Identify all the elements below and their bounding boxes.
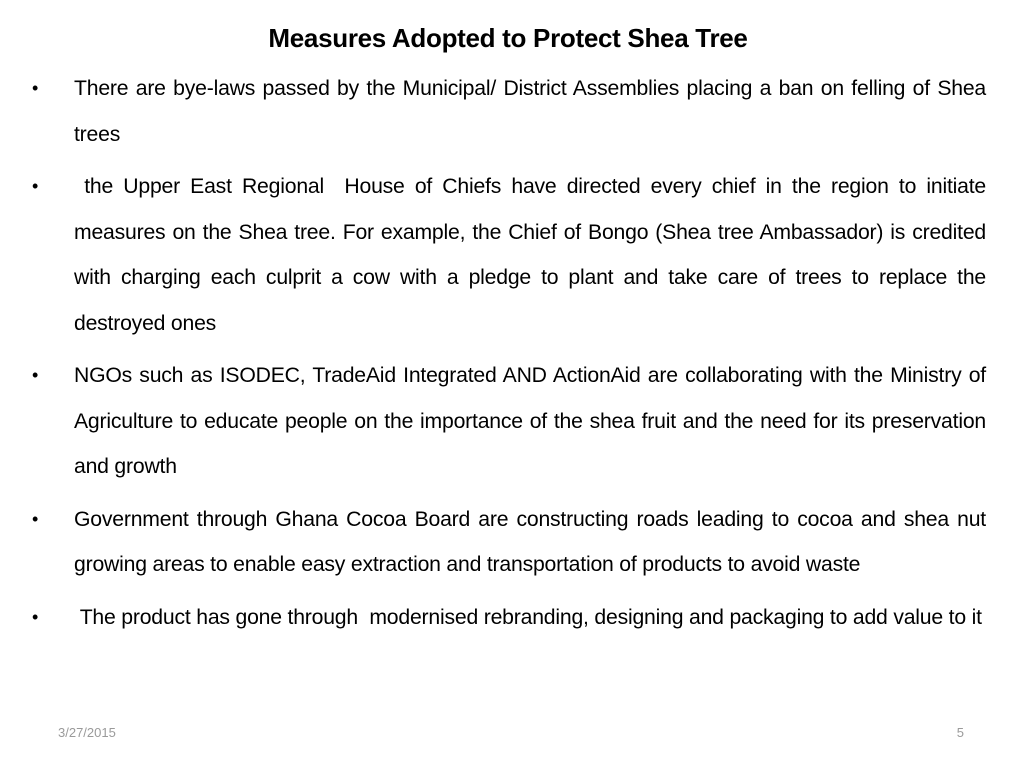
bullet-text: the Upper East Regional House of Chiefs have directed every chief in the region to initiate measures on the Shea tree. For example, the Chief of Bongo (Shea tree Ambassador) is credited with charging each culprit a cow with a pledge to plant and take care of trees to replace the destroyed ones bbox=[74, 175, 992, 335]
bullet-marker: • bbox=[32, 365, 39, 385]
bullet-text: NGOs such as ISODEC, TradeAid Integrated AND ActionAid are collaborating with the Ministry of Agriculture to educate people on the importance of the shea fruit and the need for its preservation and growth bbox=[74, 364, 986, 478]
bullet-item bbox=[28, 595, 986, 641]
footer-date: 3/27/2015 bbox=[58, 725, 116, 740]
bullet-marker: • bbox=[32, 606, 39, 627]
bullet-item bbox=[28, 66, 986, 157]
bullet-item bbox=[28, 497, 986, 588]
bullet-text: There are bye-laws passed by the Municipal/ District Assemblies placing a ban on felling of Shea trees bbox=[74, 77, 986, 146]
bullet-text: The product has gone through modernised rebranding, designing and packaging to add value to it bbox=[74, 605, 982, 629]
bullet-marker: • bbox=[32, 176, 39, 196]
page-number: 5 bbox=[956, 725, 964, 740]
bullet-list bbox=[28, 66, 992, 647]
bullet-item bbox=[28, 353, 986, 490]
bullet-item bbox=[28, 164, 992, 346]
slide-title: Measures Adopted to Protect Shea Tree bbox=[268, 23, 748, 53]
bullet-marker: • bbox=[32, 78, 39, 98]
bullet-marker: • bbox=[32, 508, 39, 529]
bullet-text: Government through Ghana Cocoa Board are constructing roads leading to cocoa and shea nut growing areas to enable easy extraction and transportation of products to avoid waste bbox=[74, 507, 986, 576]
